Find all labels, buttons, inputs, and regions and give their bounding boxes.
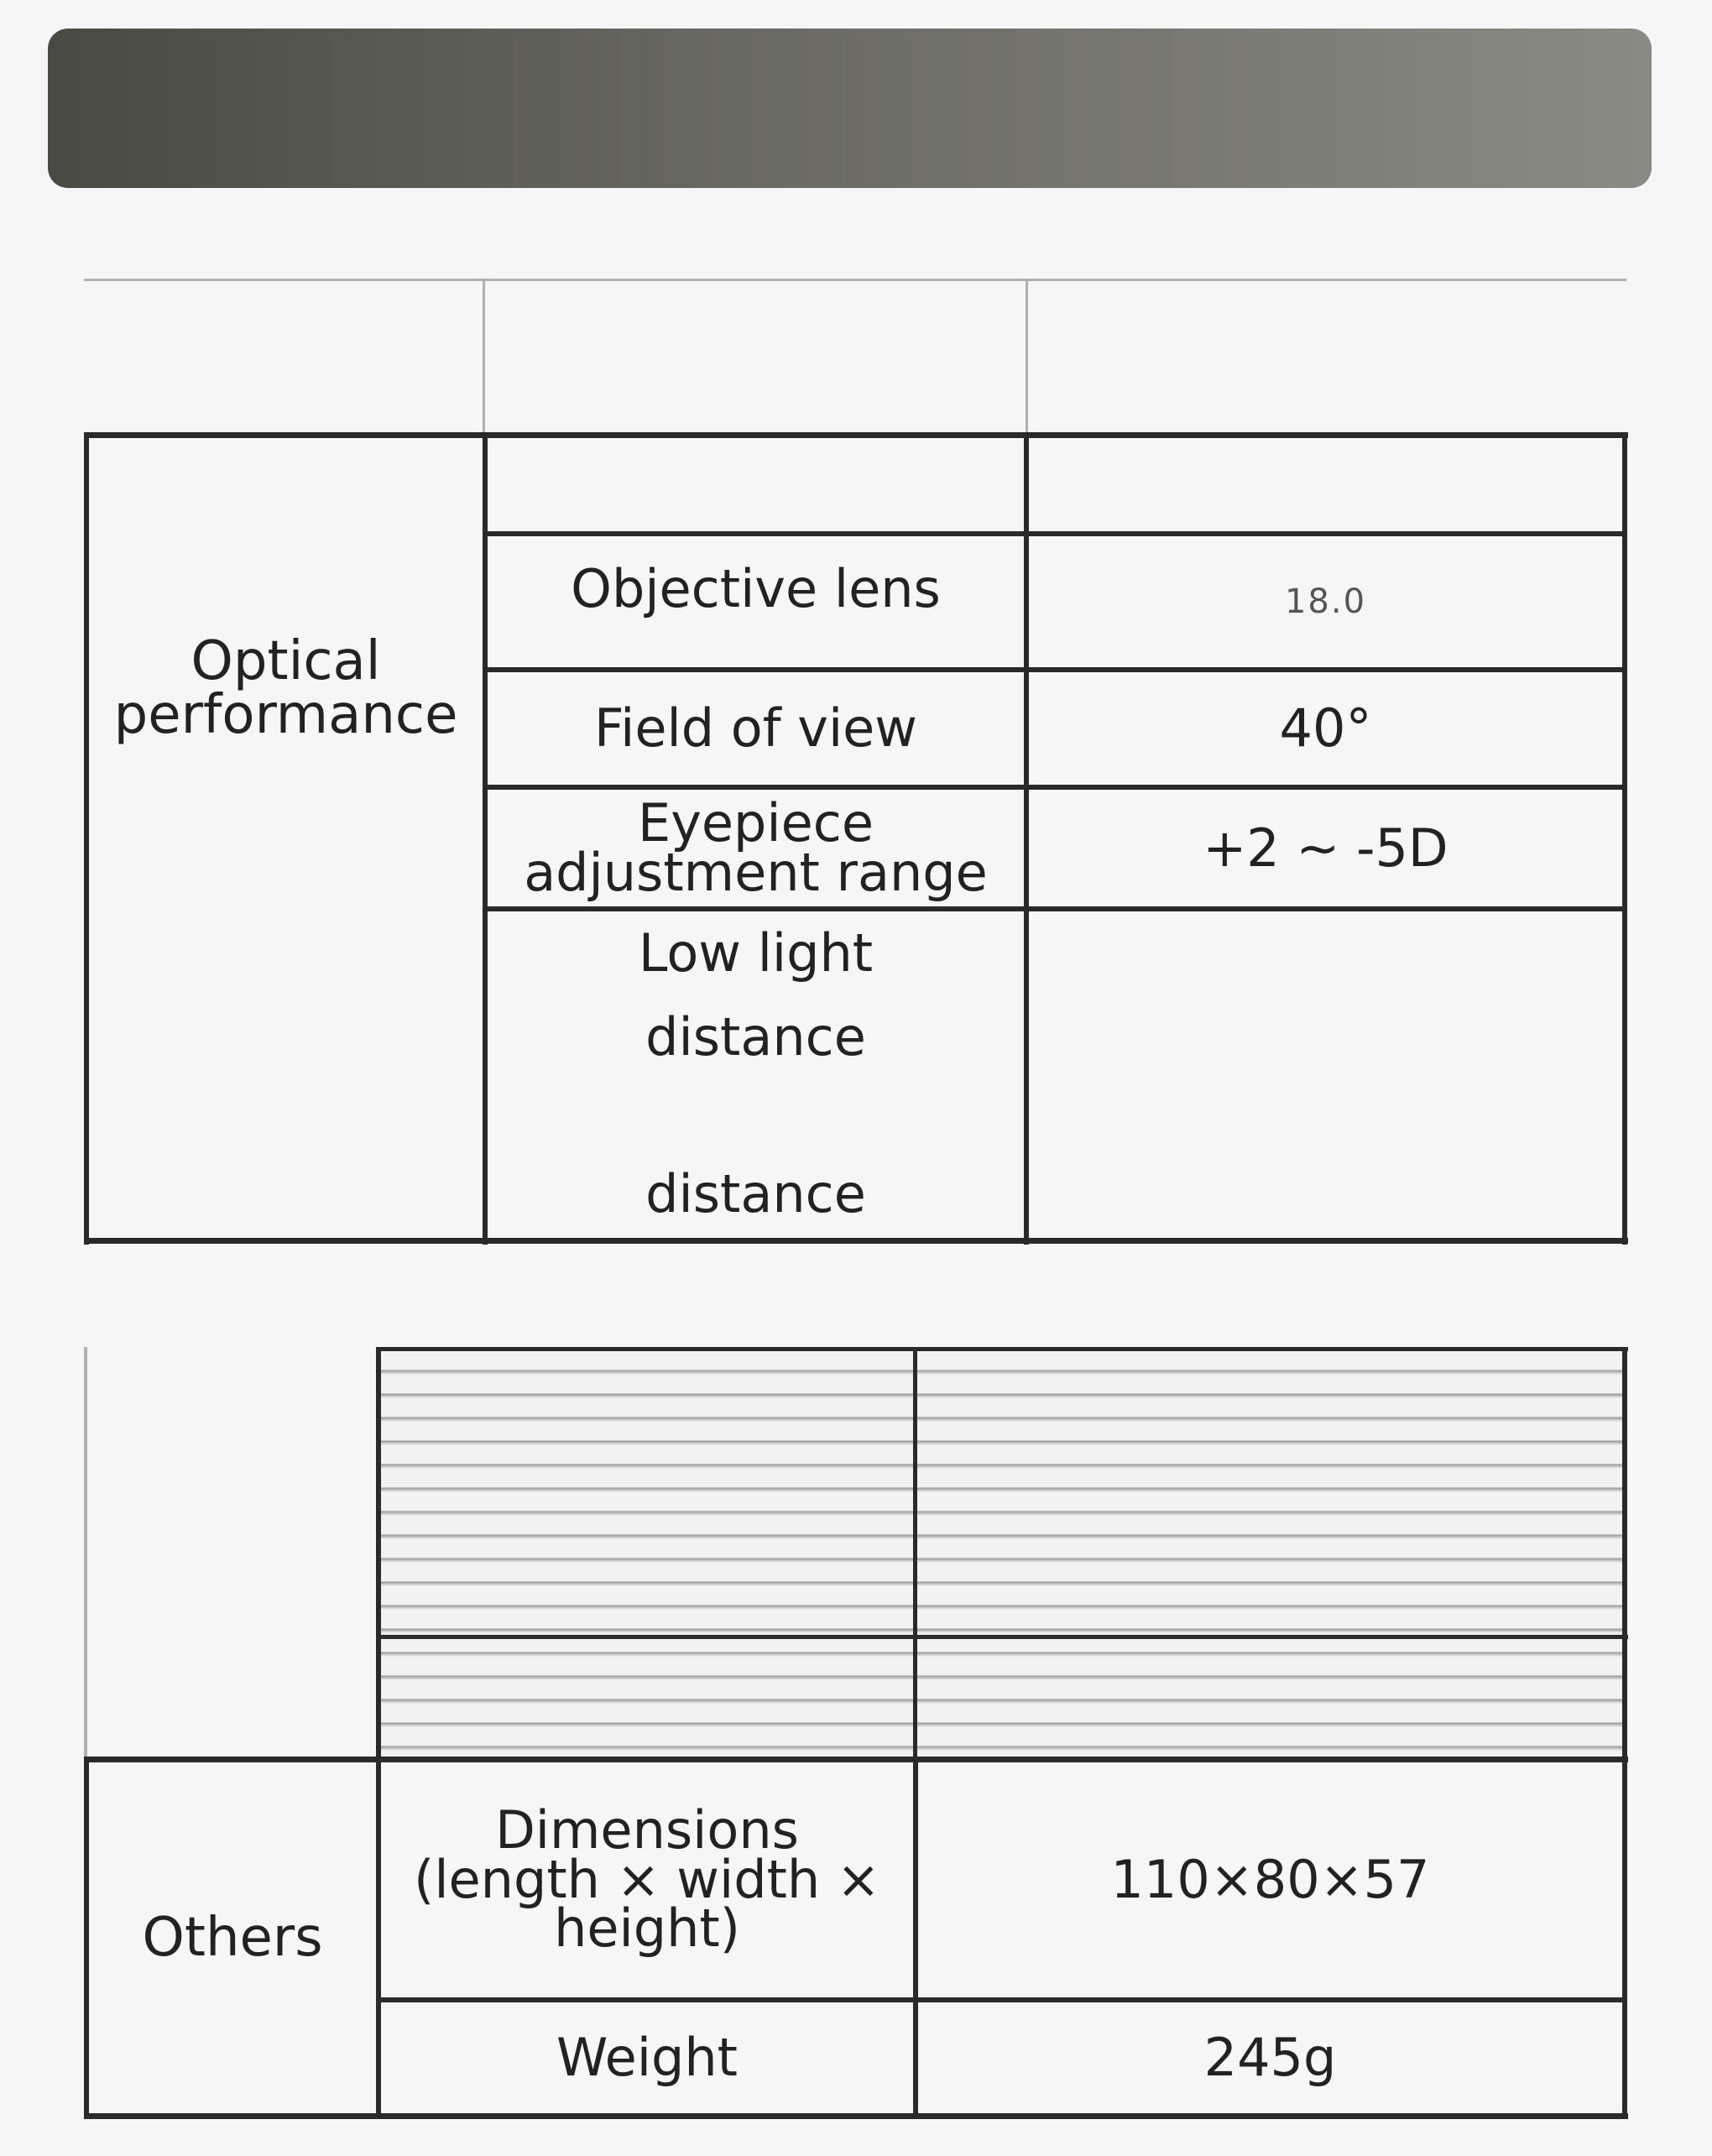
dimensions-label: Dimensions (length × width × height) (414, 1798, 880, 1960)
weight-value: 245g (1203, 2027, 1337, 2088)
weight-label: Weight (556, 2027, 738, 2088)
low-light-label: Low light (638, 922, 874, 984)
eyepiece-range-value: +2 ~ -5D (1203, 817, 1448, 879)
header-banner (48, 29, 1652, 188)
field-of-view-label: Field of view (593, 697, 918, 759)
low-light-distance-label: distance (645, 1006, 866, 1068)
others-group-label: Others (142, 1907, 323, 1969)
faded-rows (379, 1351, 1626, 1758)
optical-group-label: Optical performance (113, 630, 458, 746)
distance-label: distance (645, 1162, 866, 1224)
objective-lens-value: 18.0 (1284, 582, 1367, 621)
eyepiece-range-label: Eyepiece adjustment range (524, 791, 988, 903)
objective-lens-label: Objective lens (571, 557, 941, 619)
dimensions-value: 110×80×57 (1110, 1849, 1430, 1910)
field-of-view-value: 40° (1279, 697, 1372, 759)
